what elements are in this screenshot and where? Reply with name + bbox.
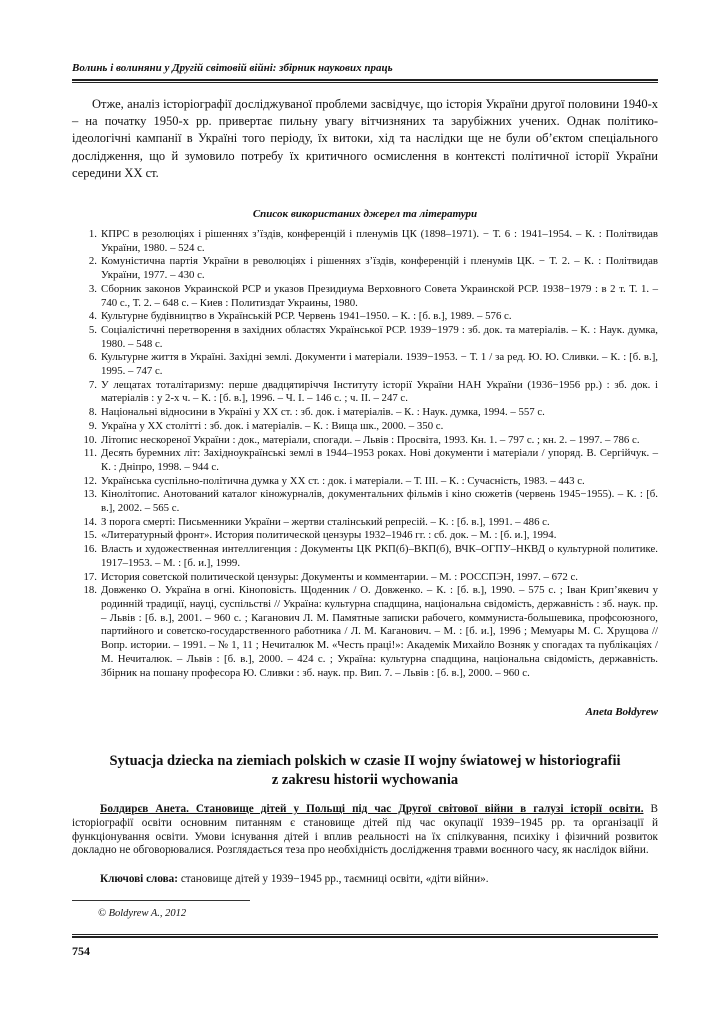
- abstract: [72, 803, 658, 858]
- reference-number: 5.: [88, 323, 97, 336]
- reference-number: 11.: [83, 447, 97, 460]
- copyright-footnote: © Boldyrew A., 2012: [98, 908, 187, 919]
- reference-item: [72, 228, 658, 255]
- abstract-title: Болдирєв Анета. Становище дітей у Польщі під час Другої світової війни в галузі історії освіти.: [100, 803, 644, 815]
- reference-text: История советской политической цензуры: Документы и комментарии. – М. : РОССПЭН, 1997. – 672 с.: [101, 570, 578, 583]
- keywords: [72, 873, 658, 887]
- reference-text: Культурне будівництво в Українській РСР. Червень 1941–1950. – К. : [б. в.], 1989. – 576 с.: [101, 310, 512, 323]
- abstract-text: В історіографії освіти основним питанням є становище дітей під час окупації 1939−1945 рр. та організації й функціонування освіти. Умови існування дітей і вплив реальності на їх спілкування, психіку і фізичний розвиток докладно не обговорювалися. Розглядається теза про необхідність дослідження травми воєнного часу, як наслідок війни.: [72, 803, 659, 857]
- reference-item: [72, 529, 658, 543]
- reference-item: [72, 283, 658, 310]
- intro-paragraph: Отже, аналіз історіографії досліджуваної проблеми засвідчує, що історія України другої половини 1940-х – на початку 1950-х рр. привертає пильну увагу вітчизняних та зарубіжних учених. Однак політико-ідеологічні кампанії в Україні того періоду, їх витоки, хід та наслідки ще не були об’єктом спеціального дослідження, що й зумовило потребу їх критичного осмислення в контексті політичної історії України середини ХХ ст.: [72, 97, 658, 180]
- reference-number: 7.: [88, 378, 97, 391]
- reference-text: Національні відносини в Україні у ХХ ст. : зб. док. і матеріалів. – К. : Наук. думка, 1994. – 557 с.: [101, 406, 545, 419]
- keywords-label: Ключові слова:: [100, 873, 179, 885]
- reference-text: Соціалістичні перетворення в західних областях Української РСР. 1939−1979 : зб. док. та матеріалів. – К. : Наук. думка, 1980. – 548 с.: [101, 323, 658, 350]
- reference-text: Культурне життя в Україні. Західні землі. Документи і матеріали. 1939−1953. − Т. 1 / за ред. Ю. Ю. Сливки. – К. : [б. в.], 1995. – 747 с.: [101, 351, 658, 378]
- keywords-text: становище дітей у 1939−1945 рр., таємниці освіти, «діти війни».: [178, 873, 489, 885]
- reference-number: 6.: [88, 351, 97, 364]
- article-title: [72, 752, 658, 790]
- reference-item: [72, 420, 658, 434]
- reference-number: 4.: [88, 310, 97, 323]
- article-author: Aneta Bołdyrew: [585, 706, 658, 718]
- reference-number: 17.: [83, 570, 97, 583]
- reference-text: У лещатах тоталітаризму: перше двадцятиріччя Інституту історії України НАН України (1936−1956 рр.) : зб. док. і матеріалів : у 2-х ч. – К. : [б. в.], 1996. – Ч. І. – 146 с. ; ч. ІІ. – 247 с.: [101, 378, 658, 405]
- reference-item: [72, 584, 658, 680]
- reference-text: З порога смерті: Письменники України – жертви сталінський репресій. – К. : [б. в.], 1991. – 486 с.: [101, 515, 550, 528]
- reference-number: 10.: [83, 433, 97, 446]
- reference-item: [72, 543, 658, 570]
- reference-text: Довженко О. Україна в огні. Кіноповість. Щоденник / О. Довженко. – К. : [б. в.], 1990. – 575 с. ; Іван Крип’якевич у родинній традиції, науці, суспільстві // Україна: культурна спадщина, національна свідомість, державність : зб. наук. пр. – Львів : [б. в.], 2001. – 960 с. ; Каганович Л. М. Памятные записки рабочего, коммуниста-большевика, профсоюзного, партийного и советско-государственного работника / Л. М. Каганович. – М. : [б. и.], 1996 ; Мемуары М. С. Хрущова // Вопр. истории. – 1991. – № 1, 11 ; Нечиталюк М. «Честь праці!»: Академік Михайло Возняк у спогадах та публікаціях / М. Нечиталюк. – Львів : [б. в.], 2000. – 424 с. ; Україна: культурна спадщина, національна свідомість, державність. Збірник на пошану професора Ю. Сливки : зб. наук. пр. Вип. 7. – Львів : [б. в.], 2000. – 960 с.: [101, 584, 658, 679]
- reference-item: [72, 434, 658, 448]
- reference-number: 13.: [83, 488, 97, 501]
- reference-number: 3.: [88, 282, 97, 295]
- reference-number: 1.: [88, 228, 97, 240]
- page-number: 754: [72, 944, 90, 958]
- reference-item: [72, 255, 658, 282]
- reference-text: Десять буремних літ: Західноукраїнські землі в 1944–1953 роках. Нові документи і матеріали / упоряд. В. Сергійчук. – К. : Дніпро, 1998. – 944 с.: [101, 447, 658, 473]
- reference-item: [72, 351, 658, 378]
- reference-number: 15.: [83, 529, 97, 542]
- reference-number: 2.: [88, 255, 97, 268]
- reference-text: Власть и художественная интеллигенция : Документы ЦК РКП(б)–ВКП(б), ВЧК–ОГПУ–НКВД о культурной политике. 1917–1953. – М. : [б. и.], 1999.: [101, 543, 658, 569]
- reference-item: [72, 310, 658, 324]
- reference-text: Україна у ХХ столітті : зб. док. і матеріалів. – К. : Вища шк., 2000. – 350 с.: [101, 419, 444, 432]
- reference-number: 12.: [83, 474, 97, 487]
- article-title-line-1: Sytuacja dziecka na ziemiach polskich w czasie II wojny światowej w historiografii: [109, 753, 621, 769]
- reference-item: [72, 324, 658, 351]
- reference-text: КПРС в резолюціях і рішеннях з’їздів, конференцій і пленумів ЦК (1898–1971). − Т. 6 : 1941–1954. – К. : Політвидав України, 1980. – 524 с.: [101, 228, 658, 254]
- reference-item: [72, 571, 658, 585]
- reference-item: [72, 406, 658, 420]
- header-rule: [72, 79, 658, 83]
- reference-item: [72, 488, 658, 515]
- reference-number: 8.: [88, 406, 97, 419]
- references-title: Список використаних джерел та літератури: [252, 208, 478, 220]
- footer-rule: [72, 934, 658, 938]
- reference-number: 16.: [83, 543, 97, 556]
- reference-text: Сборник законов Украинской РСР и указов Президиума Верховного Совета Украинской РСР. 1938−1979 : в 2 т. Т. 1. – 740 с., Т. 2. – 648 с. – Киев : Политиздат Украины, 1980.: [101, 282, 658, 309]
- reference-text: Літопис нескореної України : док., матеріали, спогади. – Львів : Просвіта, 1993. Кн. 1. – 797 с. ; кн. 2. – 1997. – 786 с.: [101, 433, 640, 446]
- reference-number: 9.: [88, 419, 97, 432]
- reference-number: 18.: [83, 584, 97, 597]
- reference-item: [72, 447, 658, 474]
- reference-text: «Литературный фронт». История политической цензуры 1932–1946 гг. : сб. док. – М. : [б. и.], 1994.: [101, 529, 557, 542]
- reference-text: Українська суспільно-політична думка у ХХ ст. : док. і матеріали. – Т. ІІІ. – К. : Сучасність, 1983. – 443 с.: [101, 474, 585, 487]
- article-title-line-2: z zakresu historii wychowania: [271, 772, 459, 788]
- reference-text: Комуністична партія України в революціях і рішеннях з’їздів, конференцій і пленумів ЦК. − Т. 2. – К. : Політвидав України, 1977. – 430 с.: [101, 255, 658, 282]
- reference-item: [72, 516, 658, 530]
- reference-text: Кінолітопис. Анотований каталог кіножурналів, документальних фільмів і кіно сюжетів (червень 1945−1955). – К. : [б. в.], 2002. – 565 с.: [101, 488, 658, 515]
- running-header: Волинь і волиняни у Другій світовій війні: збірник наукових праць: [72, 62, 393, 74]
- reference-item: [72, 475, 658, 489]
- reference-item: [72, 379, 658, 406]
- reference-number: 14.: [83, 515, 97, 528]
- footnote-rule: [72, 900, 250, 901]
- references-list: [72, 228, 658, 680]
